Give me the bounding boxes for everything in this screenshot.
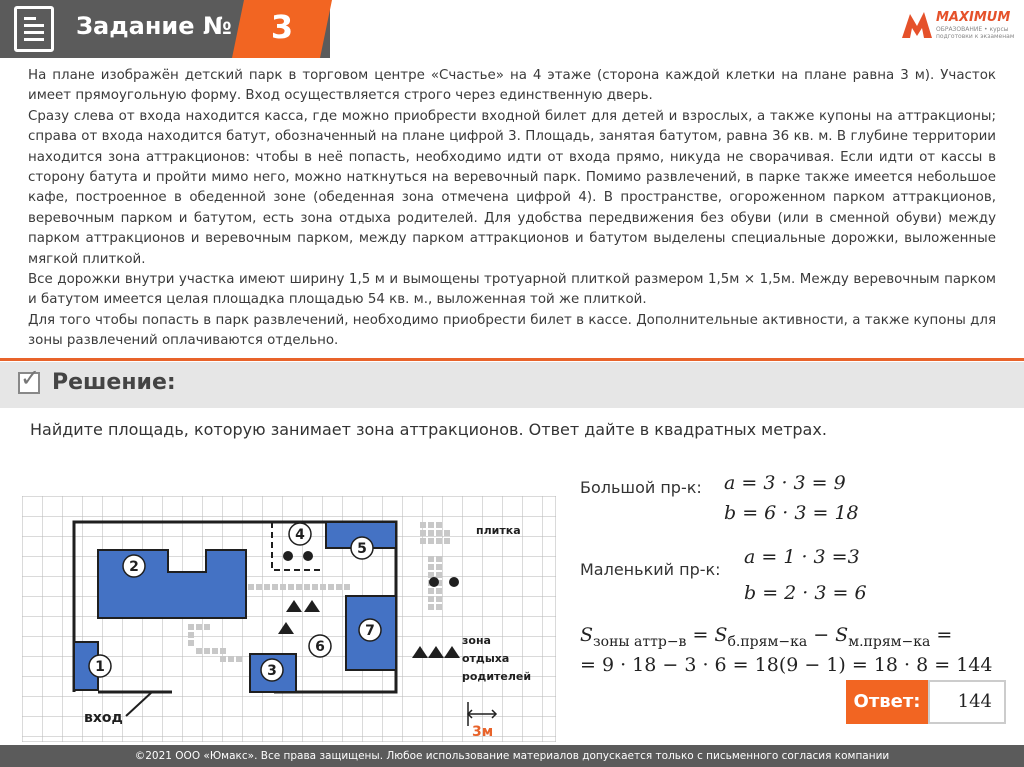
- header: [0, 0, 1024, 64]
- marker-2: 2: [129, 559, 139, 575]
- checkmark-icon: ✓: [20, 364, 41, 392]
- park-plan-svg: [22, 496, 556, 742]
- rest-zone-label-1: зона: [462, 634, 491, 647]
- formula-end: =: [930, 624, 953, 646]
- marker-5: 5: [357, 541, 367, 557]
- solution-title: Решение:: [52, 370, 176, 395]
- answer-label: Ответ:: [846, 680, 928, 724]
- document-icon: [14, 6, 54, 52]
- formula-sub-big: б.прям−ка: [727, 633, 808, 650]
- logo-subtext: ОБРАЗОВАНИЕ • курсы подготовки к экзаменам: [936, 26, 1015, 40]
- area-computation: = 9 · 18 − 3 · 6 = 18(9 − 1) = 18 · 8 = 144: [580, 654, 993, 676]
- problem-text: [28, 66, 996, 352]
- marker-6: 6: [315, 639, 325, 655]
- scale-label: 3м: [472, 724, 494, 740]
- copyright-footer: ©2021 ООО «Юмакс». Все права защищены. Любое использование материалов допускается только с письменного согласия компании: [0, 745, 1024, 767]
- logo-mark-icon: [900, 8, 934, 42]
- problem-paragraph: На плане изображён детский парк в торговом центре «Счастье» на 4 этаже (сторона каждой клетки на плане равна 3 м). Участок имеет прямоугольную форму. Вход осуществляется строго через единственную дверь.: [28, 68, 996, 104]
- small-rect-label: Маленький пр-к:: [580, 560, 721, 579]
- tile-label: плитка: [476, 524, 521, 537]
- section-divider: [0, 358, 1024, 361]
- marker-4: 4: [295, 527, 305, 543]
- maximum-logo: [900, 8, 1020, 48]
- big-rect-label: Большой пр-к:: [580, 478, 702, 497]
- marker-1: 1: [95, 659, 105, 675]
- formula-minus: − S: [807, 624, 849, 646]
- formula-s: S: [580, 624, 594, 646]
- marker-7: 7: [365, 623, 375, 639]
- park-plan: [22, 496, 556, 742]
- task-number: 3: [270, 8, 294, 46]
- formula-sub-small: м.прям−ка: [848, 633, 931, 650]
- small-rect-a: a = 1 · 3 =3: [744, 546, 860, 568]
- formula-sub-zone: зоны аттр−в: [593, 633, 687, 650]
- answer-value: 144: [928, 680, 1006, 724]
- rest-zone-label-3: родителей: [462, 670, 532, 683]
- big-rect-a: a = 3 · 3 = 9: [724, 472, 846, 494]
- rest-zone-label-2: отдыха: [462, 652, 510, 665]
- problem-paragraph: Сразу слева от входа находится касса, где можно приобрести входной билет для детей и взрослых, а также купоны на аттракционы; справа от входа находится батут, обозначенный на плане цифрой 3. Площадь, занятая батутом, равна 36 кв. м. В глубине территории находится зона аттракционов: чтобы в неё попасть, необходимо идти от входа прямо, никуда не сворачивая. Если идти от кассы в сторону батута и пройти мимо него, можно наткнуться на веревочный парк. Помимо развлечений, в парке также имеется небольшое кафе, построенное в обеденной зоне (обеденная зона отмечена цифрой 4). В пространстве, огороженном парком аттракционов, веревочным парком и батутом, есть зона отдыха родителей. Для удобства передвижения без обуви (или в сменной обуви) между парком аттракционов и веревочным парком, между парком аттракционов и батутом выделены специальные дорожки, выложенные мягкой плиткой.: [28, 108, 996, 267]
- formula-eq: = S: [686, 624, 728, 646]
- question-text: Найдите площадь, которую занимает зона аттракционов. Ответ дайте в квадратных метрах.: [30, 420, 827, 439]
- task-title: Задание №: [76, 12, 232, 40]
- problem-paragraph: Все дорожки внутри участка имеют ширину 1,5 м и вымощены тротуарной плиткой размером 1,5м × 1,5м. Между веревочным парком и батутом имеется целая площадка площадью 54 кв. м., выложенная той же плиткой.: [28, 272, 996, 308]
- entrance-label: вход: [84, 710, 123, 726]
- logo-text: MAXIMUM: [936, 10, 1011, 25]
- problem-paragraph: Для того чтобы попасть в парк развлечений, необходимо приобрести билет в кассе. Дополнительные активности, а также купоны для зоны развлечений оплачиваются отдельно.: [28, 312, 996, 349]
- answer-box: [846, 680, 1006, 724]
- marker-3: 3: [267, 663, 277, 679]
- small-rect-b: b = 2 · 3 = 6: [744, 582, 867, 604]
- solution-header: [0, 362, 1024, 408]
- big-rect-b: b = 6 · 3 = 18: [724, 502, 859, 524]
- area-formula: [580, 624, 952, 650]
